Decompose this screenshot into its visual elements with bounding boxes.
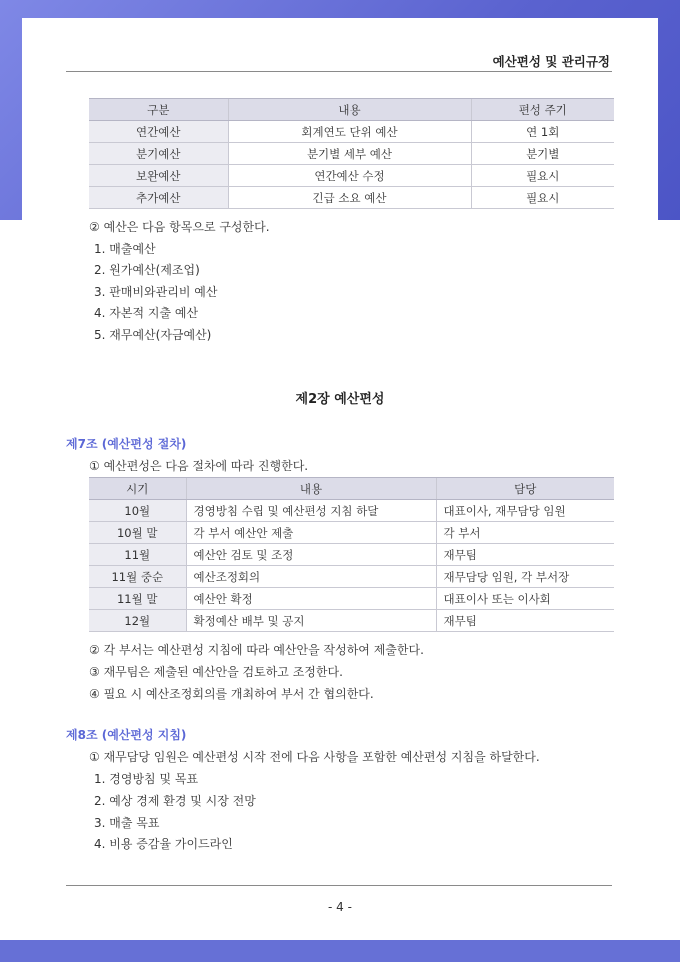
table-cell: 예산안 검토 및 조정: [186, 544, 436, 566]
table-cell: 11월: [89, 544, 186, 566]
clause-text: ① 재무담당 임원은 예산편성 시작 전에 다음 사항을 포함한 예산편성 지침을 하달한다.: [89, 750, 540, 764]
table-row: [89, 143, 614, 165]
table-cell: 분기별: [471, 143, 614, 165]
table-row: [89, 121, 614, 143]
budget-type-table: [89, 98, 614, 209]
table-cell: 11월 중순: [89, 566, 186, 588]
table-cell: 분기예산: [89, 143, 228, 165]
page-number: - 4 -: [328, 900, 352, 914]
table-cell: 재무팀: [436, 544, 614, 566]
table-cell: 회계연도 단위 예산: [228, 121, 471, 143]
table-row: [89, 500, 614, 522]
table-cell: 필요시: [471, 187, 614, 209]
table-cell: 예산안 확정: [186, 588, 436, 610]
article-7-title: 제7조 (예산편성 절차): [66, 437, 187, 451]
clause-text: ② 예산은 다음 항목으로 구성한다.: [89, 220, 270, 234]
procedure-table: [89, 477, 614, 632]
header-rule: [66, 71, 612, 72]
column-header: 구분: [89, 99, 228, 121]
table-cell: 각 부서: [436, 522, 614, 544]
table-cell: 대표이사 또는 이사회: [436, 588, 614, 610]
table-cell: 대표이사, 재무담당 임원: [436, 500, 614, 522]
table-cell: 분기별 세부 예산: [228, 143, 471, 165]
table-row: [89, 544, 614, 566]
table-cell: 보완예산: [89, 165, 228, 187]
table-cell: 재무담당 임원, 각 부서장: [436, 566, 614, 588]
table-row: [89, 165, 614, 187]
table-row: [89, 522, 614, 544]
footer-rule: [66, 885, 612, 886]
table-cell: 연간예산 수정: [228, 165, 471, 187]
list-item: 3. 매출 목표: [94, 816, 160, 830]
table-cell: 11월 말: [89, 588, 186, 610]
table-cell: 연 1회: [471, 121, 614, 143]
list-item: 4. 비용 증감율 가이드라인: [94, 837, 233, 851]
clause-text: ③ 재무팀은 제출된 예산안을 검토하고 조정한다.: [89, 665, 343, 679]
background-bottom-band: [0, 940, 680, 962]
list-item: 3. 판매비와관리비 예산: [94, 285, 218, 299]
clause-text: ④ 필요 시 예산조정회의를 개최하여 부서 간 협의한다.: [89, 687, 374, 701]
table-cell: 연간예산: [89, 121, 228, 143]
column-header: 시기: [89, 478, 186, 500]
column-header: 내용: [228, 99, 471, 121]
table-cell: 필요시: [471, 165, 614, 187]
table-cell: 각 부서 예산안 제출: [186, 522, 436, 544]
table-cell: 10월 말: [89, 522, 186, 544]
table-cell: 경영방침 수립 및 예산편성 지침 하달: [186, 500, 436, 522]
table-row: [89, 566, 614, 588]
table-header-row: [89, 99, 614, 121]
running-title: 예산편성 및 관리규정: [492, 54, 610, 69]
table-header-row: [89, 478, 614, 500]
list-item: 5. 재무예산(자금예산): [94, 328, 212, 342]
list-item: 1. 매출예산: [94, 242, 156, 256]
table-row: [89, 610, 614, 632]
table-cell: 예산조정회의: [186, 566, 436, 588]
column-header: 내용: [186, 478, 436, 500]
table-cell: 추가예산: [89, 187, 228, 209]
list-item: 1. 경영방침 및 목표: [94, 772, 199, 786]
table-cell: 10월: [89, 500, 186, 522]
table-cell: 확정예산 배부 및 공지: [186, 610, 436, 632]
column-header: 편성 주기: [471, 99, 614, 121]
article-8-title: 제8조 (예산편성 지침): [66, 728, 187, 742]
document-page: [22, 18, 658, 940]
list-item: 2. 예상 경제 환경 및 시장 전망: [94, 794, 256, 808]
table-cell: 재무팀: [436, 610, 614, 632]
list-item: 2. 원가예산(제조업): [94, 263, 200, 277]
table-cell: 긴급 소요 예산: [228, 187, 471, 209]
table-row: [89, 588, 614, 610]
table-cell: 12월: [89, 610, 186, 632]
table-row: [89, 187, 614, 209]
column-header: 담당: [436, 478, 614, 500]
list-item: 4. 자본적 지출 예산: [94, 306, 199, 320]
clause-text: ② 각 부서는 예산편성 지침에 따라 예산안을 작성하여 제출한다.: [89, 643, 424, 657]
chapter-title: 제2장 예산편성: [295, 392, 385, 407]
clause-text: ① 예산편성은 다음 절차에 따라 진행한다.: [89, 459, 309, 473]
